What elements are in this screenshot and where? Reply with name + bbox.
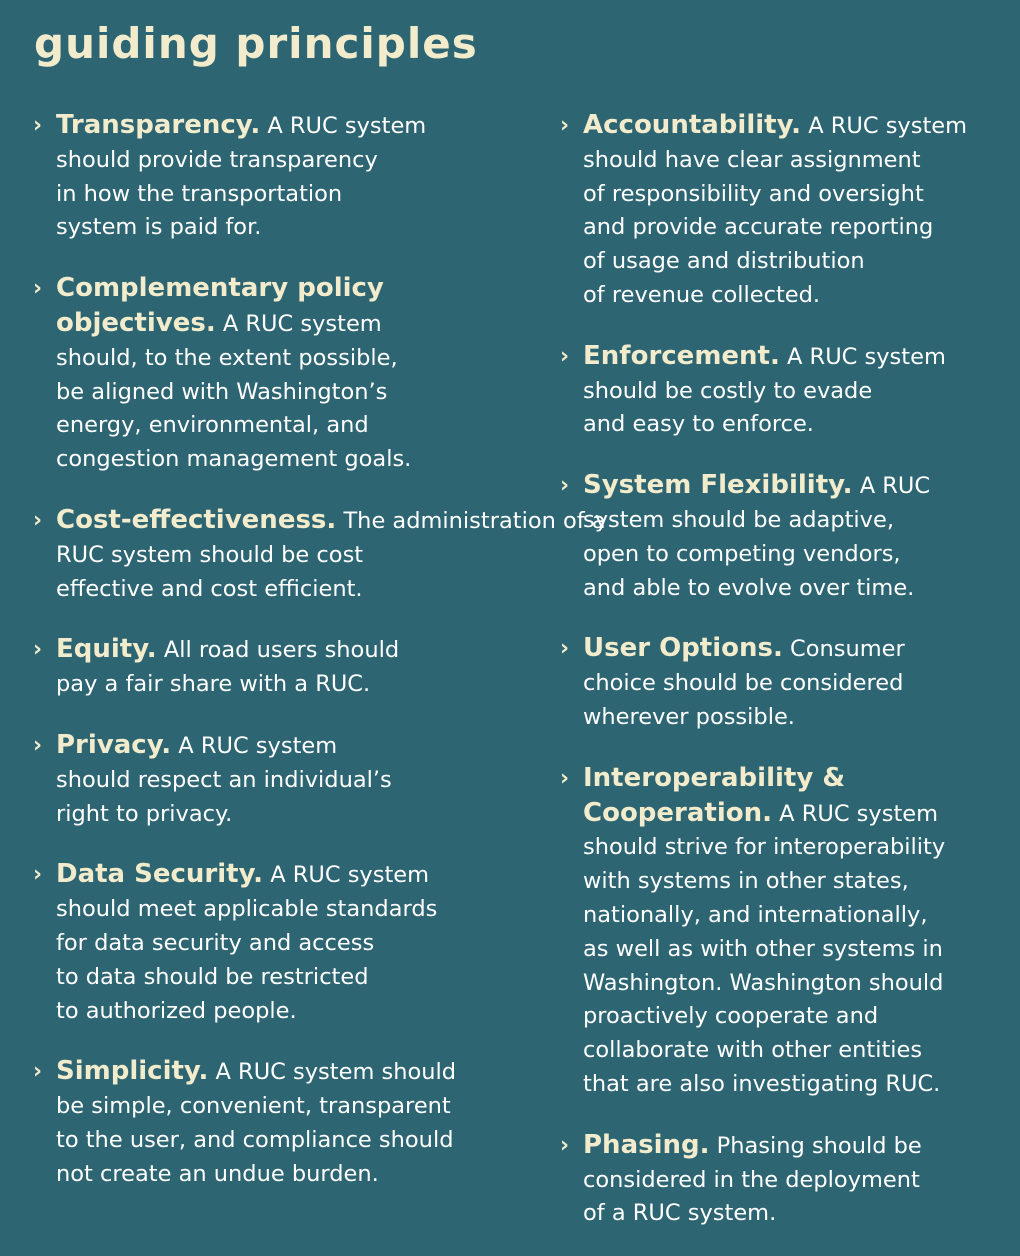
bullet-chevron-icon: ›: [33, 276, 43, 302]
principle-line: [56, 729, 513, 764]
bullet-chevron-icon: ›: [560, 113, 570, 138]
principle-text: should have clear assignment: [583, 146, 921, 173]
principle-text: be aligned with Washington’s: [56, 378, 388, 405]
principle-text: of responsibility and oversight: [583, 180, 924, 207]
principle-text: wherever possible.: [583, 703, 795, 730]
principle-line: [56, 307, 513, 342]
principle-text: should respect an individual’s: [56, 766, 392, 793]
principle-text: A RUC system: [267, 113, 427, 139]
principle-heading: Privacy.: [56, 729, 172, 760]
principle-heading: Data Security.: [56, 859, 264, 890]
principle-heading: Enforcement.: [583, 340, 780, 371]
principle-heading: objectives.: [56, 307, 216, 338]
bullet-chevron-icon: ›: [560, 636, 570, 662]
principle-text: with systems in other states,: [583, 868, 909, 895]
principle-heading: Cooperation.: [583, 797, 773, 828]
principle-complementary-policy-objectives: [33, 272, 513, 477]
principle-text: energy, environmental, and: [56, 412, 369, 439]
bullet-chevron-icon: ›: [33, 1059, 43, 1085]
bullet-chevron-icon: ›: [560, 1132, 570, 1158]
principle-text: system should be adaptive,: [583, 506, 894, 533]
principle-heading: Simplicity.: [56, 1056, 209, 1087]
principle-text: effective and cost efficient.: [56, 575, 363, 602]
bullet-chevron-icon: ›: [560, 343, 570, 369]
principle-text: should meet applicable standards: [56, 896, 438, 923]
principle-text: as well as with other systems in: [583, 935, 943, 962]
principle-text: RUC system should be cost: [56, 541, 364, 568]
principle-heading: Cost-effectiveness.: [56, 504, 337, 535]
principle-line: [583, 109, 1010, 144]
bullet-chevron-icon: ›: [33, 507, 43, 533]
principle-heading: Interoperability &: [583, 762, 845, 793]
bullet-chevron-icon: ›: [33, 732, 43, 758]
principle-text: and easy to enforce.: [583, 411, 814, 438]
principle-cost-effectiveness: [33, 504, 606, 606]
page-title: guiding principles: [34, 19, 478, 68]
principle-privacy: [33, 729, 513, 831]
principle-heading: Phasing.: [583, 1129, 710, 1160]
principle-equity: [33, 633, 513, 702]
principle-text: should provide transparency: [56, 146, 378, 173]
principle-text: should, to the extent possible,: [56, 344, 398, 371]
principle-line: [56, 1055, 513, 1090]
principle-line: [583, 469, 1010, 504]
principle-text: A RUC system: [270, 862, 430, 889]
principle-text: in how the transportation: [56, 180, 343, 207]
principle-interoperability-cooperation: [560, 762, 1010, 1102]
principle-text: of usage and distribution: [583, 248, 865, 275]
principle-text: not create an undue burden.: [56, 1160, 379, 1187]
principle-text: should strive for interoperability: [583, 834, 946, 861]
principle-accountability: [560, 109, 1010, 313]
principle-system-flexibility: [560, 469, 1010, 605]
principle-text: All road users should: [163, 637, 400, 664]
principle-text: open to competing vendors,: [583, 540, 901, 567]
principle-line: [583, 762, 1010, 797]
principle-line: [583, 1129, 1010, 1164]
principle-line: [583, 632, 1010, 667]
principle-text: should be costly to evade: [583, 377, 873, 404]
principle-text: to authorized people.: [56, 997, 297, 1024]
principle-text: to the user, and compliance should: [56, 1126, 454, 1153]
principle-text: collaborate with other entities: [583, 1037, 923, 1064]
principle-heading: Transparency.: [56, 110, 261, 140]
right-column: [560, 109, 1010, 1231]
principle-line: [56, 504, 606, 539]
principle-text: of revenue collected.: [583, 281, 821, 308]
principle-text: A RUC system: [779, 800, 939, 827]
principle-line: [583, 797, 1010, 832]
principle-text: right to privacy.: [56, 800, 233, 827]
principle-line: [583, 340, 1010, 375]
principle-text: system is paid for.: [56, 214, 262, 241]
principle-text: A RUC system: [222, 310, 382, 337]
principle-text: considered in the deployment: [583, 1166, 920, 1193]
principle-heading: Equity.: [56, 634, 157, 665]
principle-text: proactively cooperate and: [583, 1003, 879, 1030]
principle-text: to data should be restricted: [56, 963, 369, 990]
principle-line: [56, 633, 513, 668]
principle-simplicity: [33, 1055, 513, 1191]
principle-text: nationally, and internationally,: [583, 901, 928, 928]
principle-phasing: [560, 1129, 1010, 1231]
principle-text: A RUC system: [808, 113, 968, 139]
principle-text: Consumer: [790, 636, 905, 663]
principle-text: A RUC system should: [215, 1059, 457, 1086]
principle-transparency: [33, 109, 513, 245]
principle-line: [56, 109, 513, 144]
principle-text: The administration of a: [343, 507, 606, 534]
principle-text: choice should be considered: [583, 670, 904, 697]
principle-user-options: [560, 632, 1010, 734]
principle-heading: Accountability.: [583, 110, 802, 140]
principle-text: that are also investigating RUC.: [583, 1070, 941, 1097]
bullet-chevron-icon: ›: [33, 113, 43, 138]
principle-text: A RUC system: [787, 343, 946, 370]
principle-text: for data security and access: [56, 929, 375, 956]
principle-text: Phasing should be: [716, 1132, 922, 1159]
principle-text: and able to evolve over time.: [583, 574, 915, 601]
principle-text: congestion management goals.: [56, 446, 412, 473]
principle-data-security: [33, 858, 513, 1028]
principle-heading: System Flexibility.: [583, 470, 853, 501]
principle-text: and provide accurate reporting: [583, 214, 934, 241]
bullet-chevron-icon: ›: [33, 637, 43, 663]
principle-enforcement: [560, 340, 1010, 442]
principle-text: of a RUC system.: [583, 1200, 777, 1227]
bullet-chevron-icon: ›: [560, 765, 570, 791]
principle-text: A RUC system: [178, 732, 338, 759]
bullet-chevron-icon: ›: [33, 862, 43, 888]
principle-line: [56, 858, 513, 893]
left-column: [33, 109, 606, 1192]
principle-heading: Complementary policy: [56, 273, 384, 304]
principle-line: [56, 272, 513, 307]
principle-text: be simple, convenient, transparent: [56, 1093, 451, 1120]
principle-heading: User Options.: [583, 633, 783, 664]
principle-text: A RUC: [859, 473, 931, 500]
principle-text: pay a fair share with a RUC.: [56, 671, 371, 698]
bullet-chevron-icon: ›: [560, 473, 570, 499]
principle-text: Washington. Washington should: [583, 969, 944, 996]
